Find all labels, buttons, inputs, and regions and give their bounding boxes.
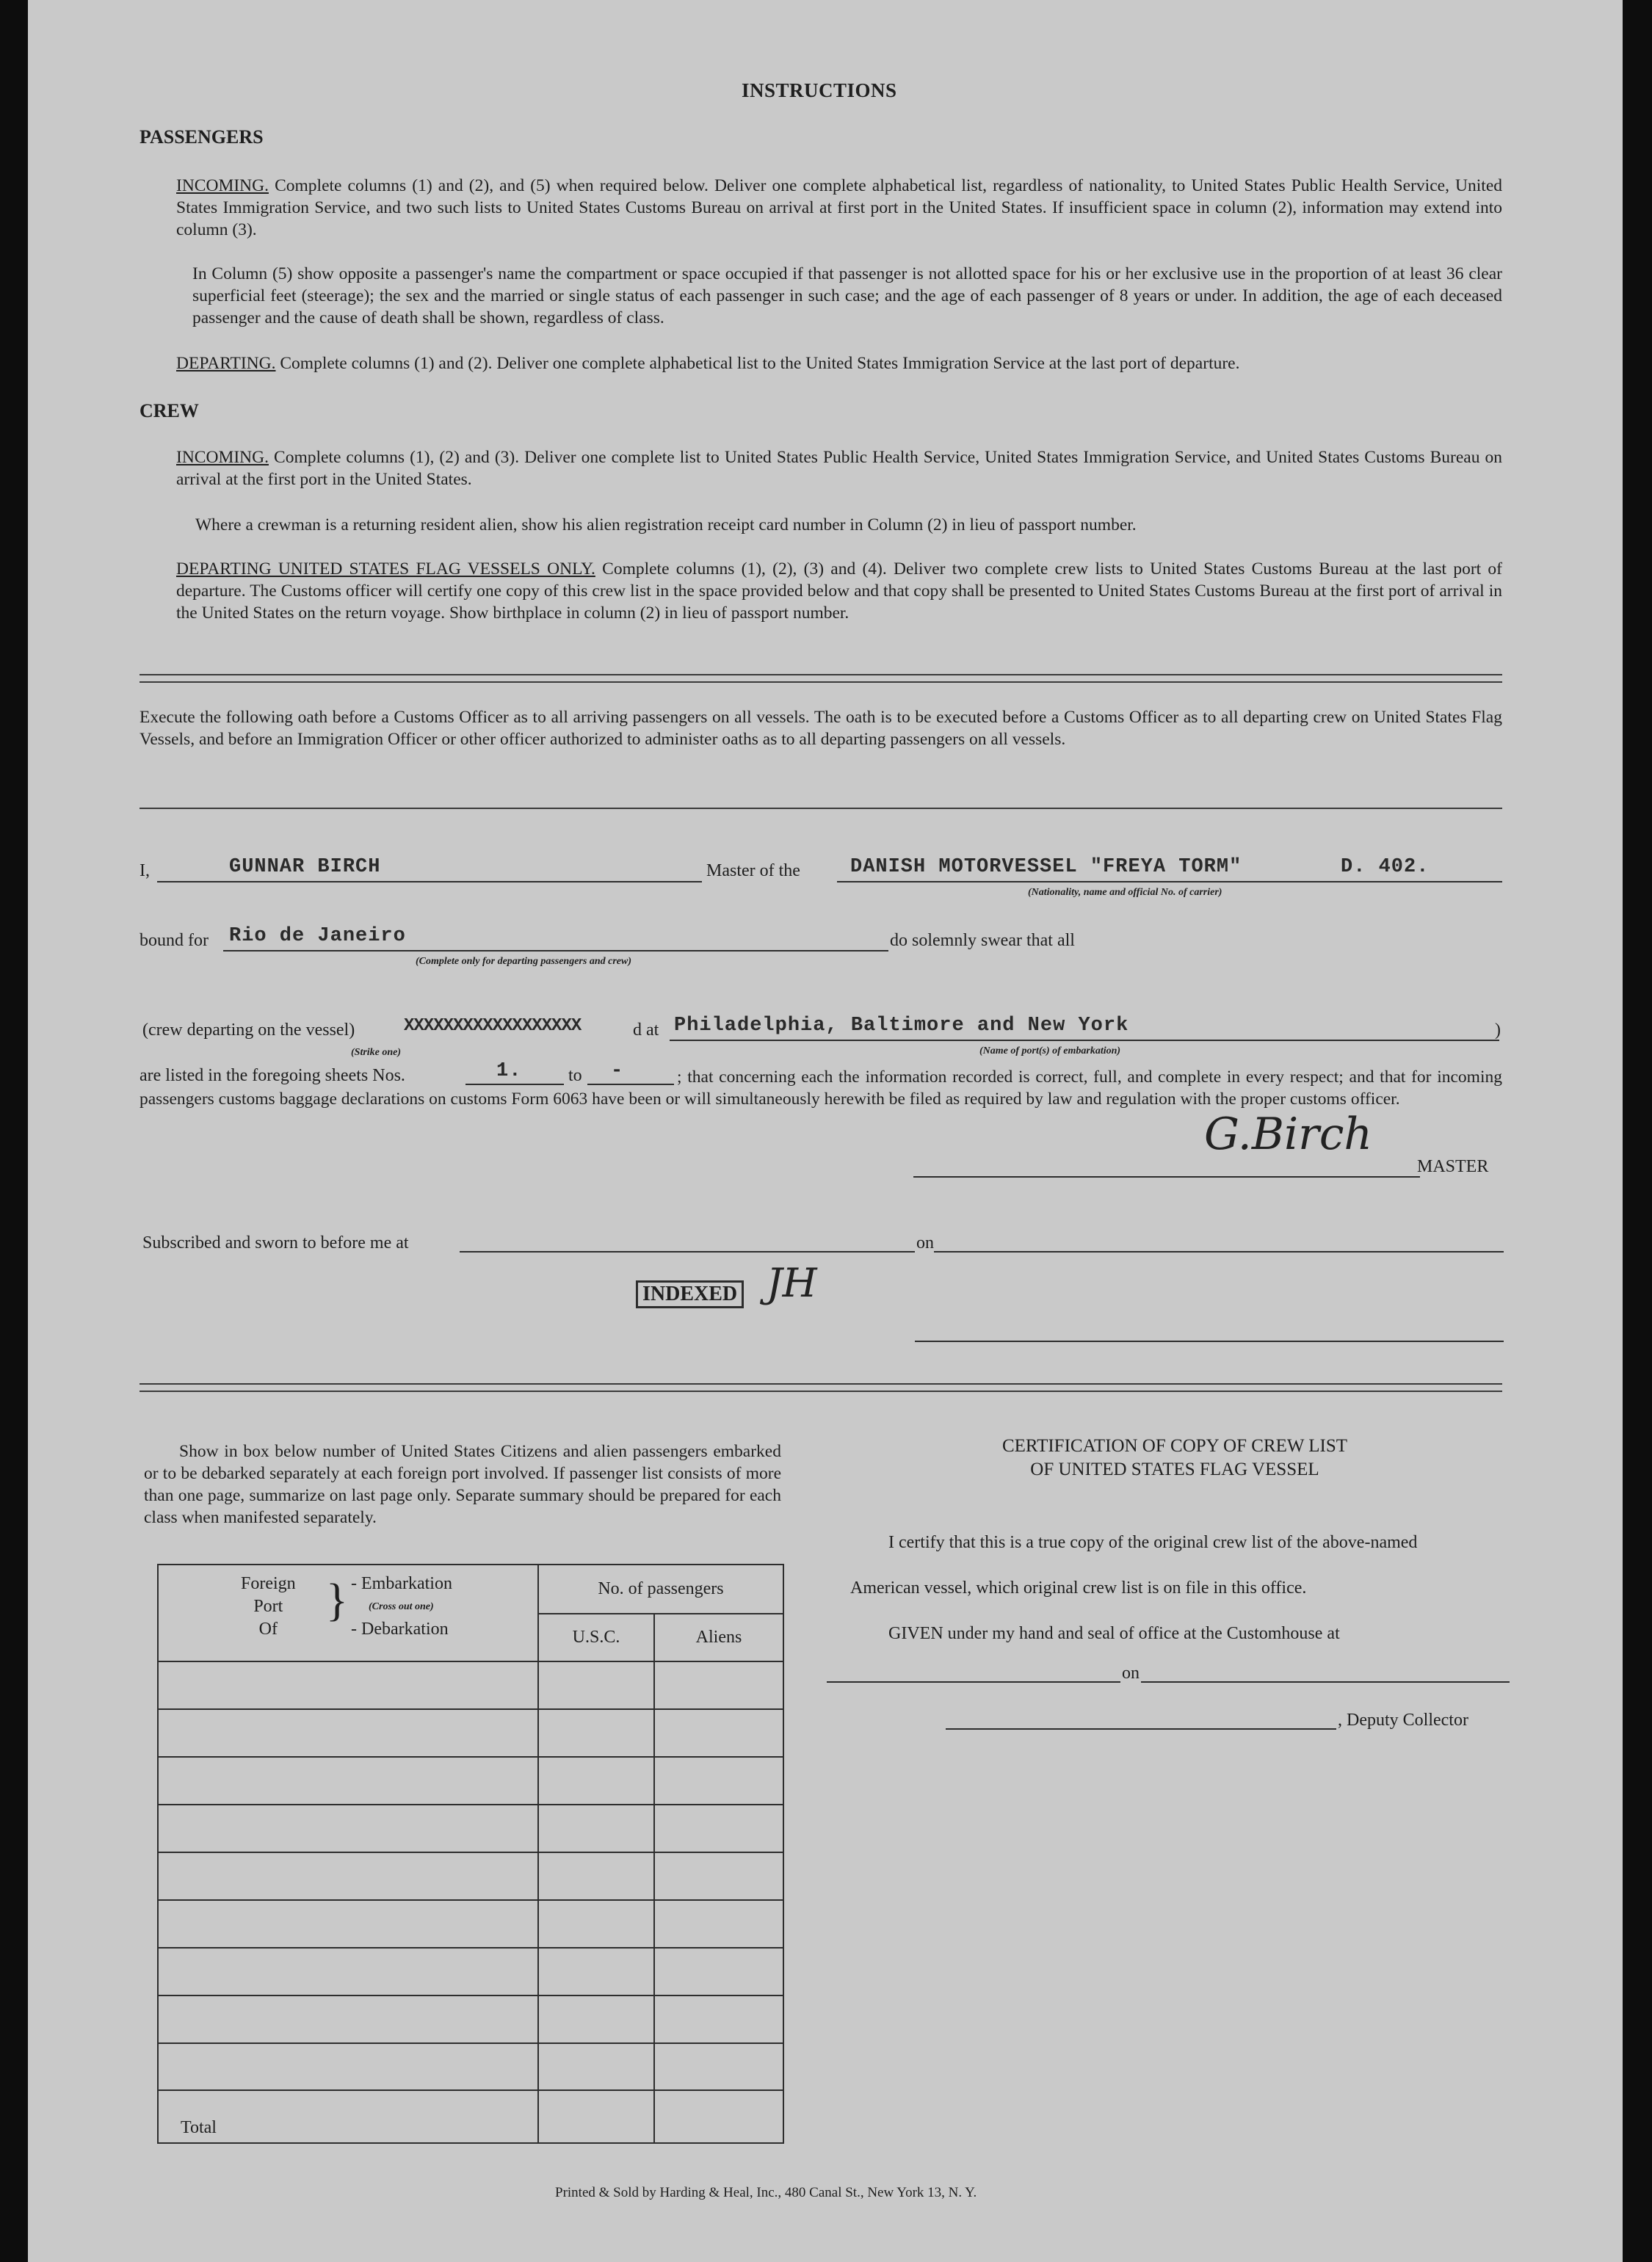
bound-for-label: bound for — [140, 931, 209, 950]
vessel-line — [837, 881, 1502, 882]
embarkation-label: - Embarkation — [351, 1574, 452, 1593]
ports-line — [670, 1040, 1499, 1041]
table-cell[interactable] — [538, 2043, 654, 2091]
divider-rule — [140, 1383, 1502, 1385]
certification-line2: American vessel, which original crew list is on file in this office. — [850, 1578, 1307, 1598]
sheets-label: are listed in the foregoing sheets Nos. — [140, 1066, 405, 1085]
passenger-summary-table — [157, 1564, 784, 2144]
page-title: INSTRUCTIONS — [742, 79, 897, 101]
officer-signature-line — [915, 1341, 1504, 1342]
cross-out-caption: (Cross out one) — [369, 1601, 434, 1612]
indexed-stamp: INDEXED — [636, 1280, 744, 1308]
table-cell[interactable] — [654, 1757, 783, 1805]
table-cell[interactable] — [158, 1757, 538, 1805]
table-cell[interactable] — [538, 1852, 654, 1900]
bound-for-line — [223, 950, 888, 951]
passengers-incoming-label: INCOMING. — [176, 176, 269, 195]
subscribed-date-line — [934, 1251, 1504, 1253]
crew-incoming-label: INCOMING. — [176, 448, 269, 467]
table-cell[interactable] — [538, 1709, 654, 1757]
table-cell[interactable] — [158, 1709, 538, 1757]
bound-caption: (Complete only for departing passengers and crew) — [416, 956, 631, 967]
certification-title-line1: CERTIFICATION OF COPY OF CREW LIST — [1001, 1436, 1348, 1456]
of-label: Of — [258, 1620, 278, 1639]
table-cell[interactable] — [158, 1900, 538, 1948]
port-label: Port — [253, 1597, 283, 1616]
vessel-value: DANISH MOTORVESSEL "FREYA TORM" — [850, 856, 1242, 878]
crew-departing-paragraph — [176, 558, 1502, 624]
master-label: MASTER — [1417, 1157, 1489, 1176]
struck-end-text: d at — [633, 1021, 659, 1040]
table-cell[interactable] — [654, 1995, 783, 2043]
subscribed-on-label: on — [916, 1233, 934, 1253]
strike-caption: (Strike one) — [351, 1047, 402, 1058]
total-label: Total — [158, 2090, 538, 2143]
sheet-from-value: 1. — [496, 1060, 522, 1082]
table-cell[interactable] — [158, 1852, 538, 1900]
printer-footer: Printed & Sold by Harding & Heal, Inc., 480 Canal St., New York 13, N. Y. — [555, 2185, 977, 2200]
passengers-heading: PASSENGERS — [140, 126, 264, 148]
table-cell[interactable] — [538, 1757, 654, 1805]
brace-glyph: } — [326, 1576, 348, 1625]
usc-header: U.S.C. — [538, 1614, 654, 1661]
crew-resident-paragraph: Where a crewman is a returning resident alien, show his alien registration receipt card number in Column (2) in lieu of passport number. — [195, 515, 1137, 534]
divider-rule — [140, 1391, 1502, 1392]
passengers-departing-label: DEPARTING. — [176, 354, 276, 373]
master-name-value: GUNNAR BIRCH — [229, 856, 381, 878]
foreign-label: Foreign — [241, 1574, 296, 1593]
oath-i-label: I, — [140, 861, 150, 880]
table-cell[interactable] — [654, 1805, 783, 1852]
aliens-header: Aliens — [654, 1614, 783, 1661]
table-cell[interactable] — [654, 1852, 783, 1900]
passengers-column5-paragraph: In Column (5) show opposite a passenger's name the compartment or space occupied if that passenger is not allotted space for his or her exclusive use in the proportion of at least 36 clear superficial feet (steerage); the sex and the married or single status of each passenger in such case; and the age of each passenger of 8 years or under. In addition, the age of each deceased passenger and the cause of death shall be shown, regardless of class. — [192, 264, 1502, 327]
subscribed-place-line — [460, 1251, 915, 1253]
master-of-label: Master of the — [706, 861, 800, 880]
table-cell[interactable] — [654, 1900, 783, 1948]
crew-incoming-text: Complete columns (1), (2) and (3). Deliver one complete list to United States Public Health Service, United States Immigration Service, and United States Customs Bureau on arrival at the first port in the United States. — [176, 448, 1502, 489]
bound-for-value: Rio de Janeiro — [229, 925, 406, 947]
indexed-mark: JH — [767, 1260, 817, 1306]
divider-rule — [140, 674, 1502, 675]
crew-departing-label: DEPARTING UNITED STATES FLAG VESSELS ONLY. — [176, 559, 595, 579]
certification-on-label: on — [1122, 1664, 1140, 1683]
master-signature-line — [913, 1176, 1420, 1178]
certification-date-line — [1141, 1681, 1510, 1683]
table-cell[interactable] — [654, 1709, 783, 1757]
passengers-departing-paragraph — [176, 352, 1502, 374]
passengers-departing-text: Complete columns (1) and (2). Deliver one complete alphabetical list to the United States Immigration Service at the last port of departure. — [280, 354, 1240, 373]
sheets-text: ; that concerning each the information recorded is correct, full, and complete in every respect; and that for incoming passengers customs baggage declarations on customs Form 6063 have been or will simultaneously herewith be filed as required by law and regulation with the proper customs officer. — [140, 1067, 1502, 1109]
table-cell[interactable] — [538, 1948, 654, 1995]
passengers-incoming-text: Complete columns (1) and (2), and (5) when required below. Deliver one complete alphabetical list, regardless of nationality, to United States Public Health Service, United States Immigration Service, and two such lists to United States Customs Bureau on arrival at first port in the United States. If insufficient space in column (2), information may extend into column (3). — [176, 176, 1503, 239]
master-name-line — [157, 881, 702, 882]
deputy-collector-line — [946, 1728, 1336, 1730]
divider-rule — [140, 808, 1502, 809]
master-signature: G.Birch — [1204, 1109, 1373, 1160]
no-passengers-header: No. of passengers — [538, 1565, 783, 1614]
passengers-incoming-paragraph — [176, 175, 1502, 241]
table-cell[interactable] — [158, 1995, 538, 2043]
sheet-to-value: - — [611, 1060, 624, 1082]
swear-text: do solemnly swear that all — [890, 931, 1075, 950]
certification-line1: I certify that this is a true copy of the original crew list of the above-named — [888, 1533, 1418, 1552]
table-cell[interactable] — [538, 1661, 654, 1709]
crew-heading: CREW — [140, 400, 199, 421]
table-cell[interactable] — [654, 1948, 783, 1995]
total-aliens-cell[interactable] — [654, 2090, 783, 2143]
total-usc-cell[interactable] — [538, 2090, 654, 2143]
ports-close-paren: ) — [1495, 1021, 1501, 1040]
vessel-caption: (Nationality, name and official No. of carrier) — [1028, 887, 1222, 898]
divider-rule — [140, 681, 1502, 683]
subscribed-label: Subscribed and sworn to before me at — [142, 1233, 409, 1253]
table-cell[interactable] — [538, 1900, 654, 1948]
crew-departing-text: Complete columns (1), (2), (3) and (4). Deliver two complete crew lists to United States Customs Bureau at the last port of departure. The Customs officer will certify one copy of this crew list in the space provided below and that copy shall be presented to United States Customs Bureau at the first port of arrival in the United States on the return voyage. Show birthplace in column (2) in lieu of passport number. — [176, 559, 1502, 623]
ports-caption: (Name of port(s) of embarkation) — [979, 1045, 1121, 1056]
crew-incoming-paragraph — [176, 446, 1502, 490]
table-cell[interactable] — [654, 1661, 783, 1709]
table-cell[interactable] — [538, 1995, 654, 2043]
to-label: to — [568, 1066, 582, 1085]
certification-place-line — [827, 1681, 1120, 1683]
table-cell[interactable] — [654, 2043, 783, 2091]
ports-value: Philadelphia, Baltimore and New York — [674, 1015, 1129, 1037]
table-cell[interactable] — [158, 1948, 538, 1995]
certification-title-line2: OF UNITED STATES FLAG VESSEL — [1030, 1460, 1319, 1479]
summary-instructions: Show in box below number of United States Citizens and alien passengers embarked or to be debarked separately at each foreign port involved. If passenger list consists of more than one page, summarize on last page only. Separate summary should be prepared for each class when manifested separately. — [144, 1442, 781, 1527]
table-cell[interactable] — [158, 1805, 538, 1852]
crew-departing-label: (crew departing on the vessel) — [142, 1021, 355, 1040]
debarkation-label: - Debarkation — [351, 1620, 449, 1639]
struck-text: XXXXXXXXXXXXXXXXXX — [404, 1016, 582, 1036]
table-cell[interactable] — [158, 1661, 538, 1709]
deputy-collector-label: , Deputy Collector — [1338, 1711, 1468, 1730]
table-cell[interactable] — [538, 1805, 654, 1852]
port-header-cell — [158, 1565, 538, 1661]
oath-intro-paragraph: Execute the following oath before a Customs Officer as to all arriving passengers on all vessels. The oath is to be executed before a Customs Officer as to all departing crew on United States Flag Vessels, and before an Immigration Officer or other officer authorized to administer oaths as to all departing passengers on all vessels. — [140, 708, 1502, 749]
certification-line3: GIVEN under my hand and seal of office at the Customhouse at — [888, 1624, 1340, 1643]
vessel-number-value: D. 402. — [1341, 856, 1430, 878]
table-cell[interactable] — [158, 2043, 538, 2091]
